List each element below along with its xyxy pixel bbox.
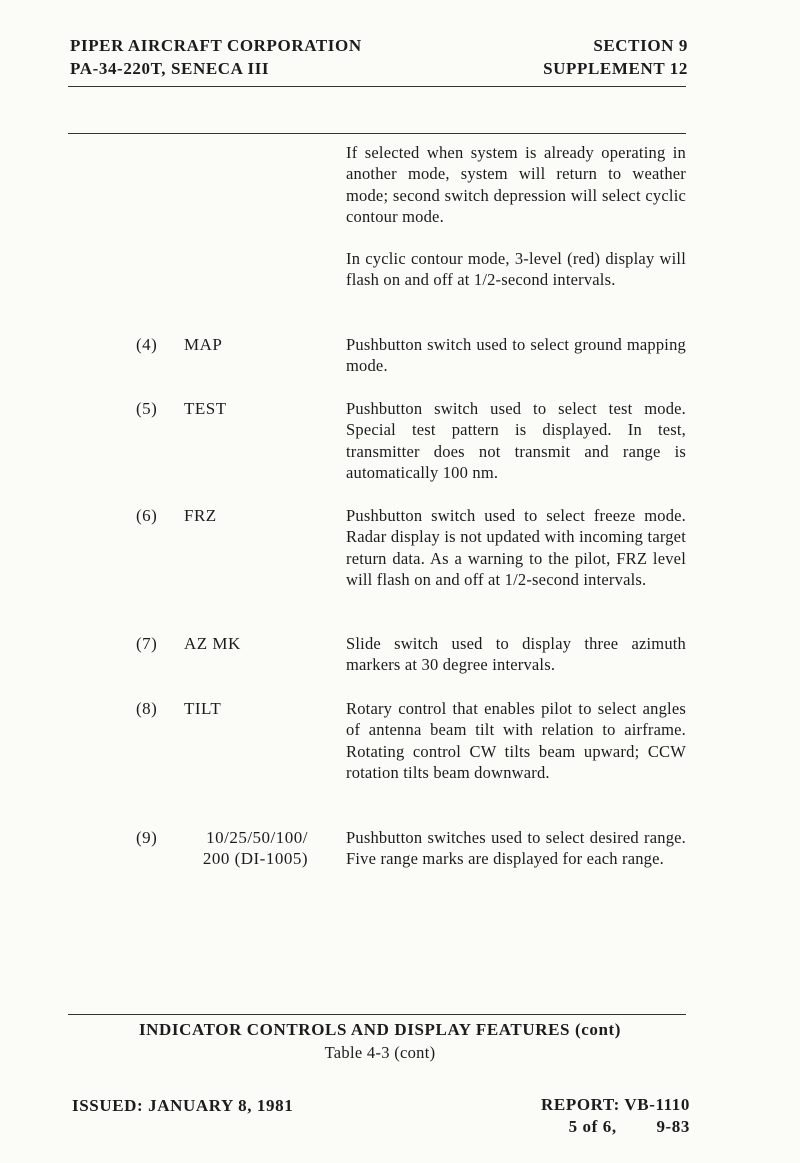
control-name: TILT [184, 699, 222, 718]
control-number: (6) [136, 506, 158, 525]
control-name: AZ MK [184, 634, 241, 653]
control-number: (4) [136, 335, 158, 354]
header-divider [68, 86, 686, 87]
table-caption-title: INDICATOR CONTROLS AND DISPLAY FEATURES (cont) [138, 1020, 622, 1039]
control-description: Pushbutton switch used to select test mode. Special test pattern is displayed. In test, transmitter does not transmit and range is automatically 100 nm. [346, 399, 686, 483]
control-name [186, 827, 308, 870]
page-of: 5 of 6, [568, 1117, 617, 1136]
supplement-label: SUPPLEMENT 12 [543, 59, 688, 78]
control-name-line-2: 200 (DI-1005) [202, 849, 308, 869]
control-number: (7) [136, 634, 158, 653]
report-number: REPORT: VB-1110 [541, 1095, 690, 1114]
company-name: PIPER AIRCRAFT CORPORATION [70, 36, 362, 55]
table-top-divider [68, 133, 686, 134]
control-description: Pushbutton switches used to select desired range. Five range marks are displayed for each range. [346, 828, 686, 869]
table-caption-subtitle: Table 4-3 (cont) [324, 1043, 436, 1062]
control-number: (9) [136, 828, 158, 847]
control-number: (8) [136, 699, 158, 718]
control-name-line-1: 10/25/50/100/ [206, 828, 308, 847]
page-header-right [543, 34, 688, 80]
control-name: TEST [184, 399, 227, 418]
table-bottom-divider [68, 1014, 686, 1015]
page-header-left [70, 34, 362, 80]
section-label: SECTION 9 [593, 36, 688, 55]
control-number: (5) [136, 399, 158, 418]
page-footer-right [541, 1094, 690, 1138]
issued-date: ISSUED: JANUARY 8, 1981 [72, 1096, 294, 1115]
page-info [541, 1116, 690, 1138]
control-description: Slide switch used to display three azimuth markers at 30 degree intervals. [346, 634, 686, 675]
control-description: Pushbutton switch used to select freeze mode. Radar display is not updated with incoming target return data. As a warning to the pilot, FRZ level will flash on and off at 1/2-second intervals. [346, 506, 686, 590]
intro-paragraph-2: In cyclic contour mode, 3-level (red) display will flash on and off at 1/2-second intervals. [346, 249, 686, 290]
control-description: Rotary control that enables pilot to select angles of antenna beam tilt with relation to airframe. Rotating control CW tilts beam upward; CCW rotation tilts beam downward. [346, 699, 686, 783]
page-number: 9-83 [656, 1117, 690, 1136]
control-name: FRZ [184, 506, 217, 525]
aircraft-model: PA-34-220T, SENECA III [70, 59, 270, 78]
intro-paragraph-1: If selected when system is already operating in another mode, system will return to weather mode; second switch depression will select cyclic contour mode. [346, 143, 686, 227]
control-name: MAP [184, 335, 223, 354]
control-description: Pushbutton switch used to select ground mapping mode. [346, 335, 686, 376]
